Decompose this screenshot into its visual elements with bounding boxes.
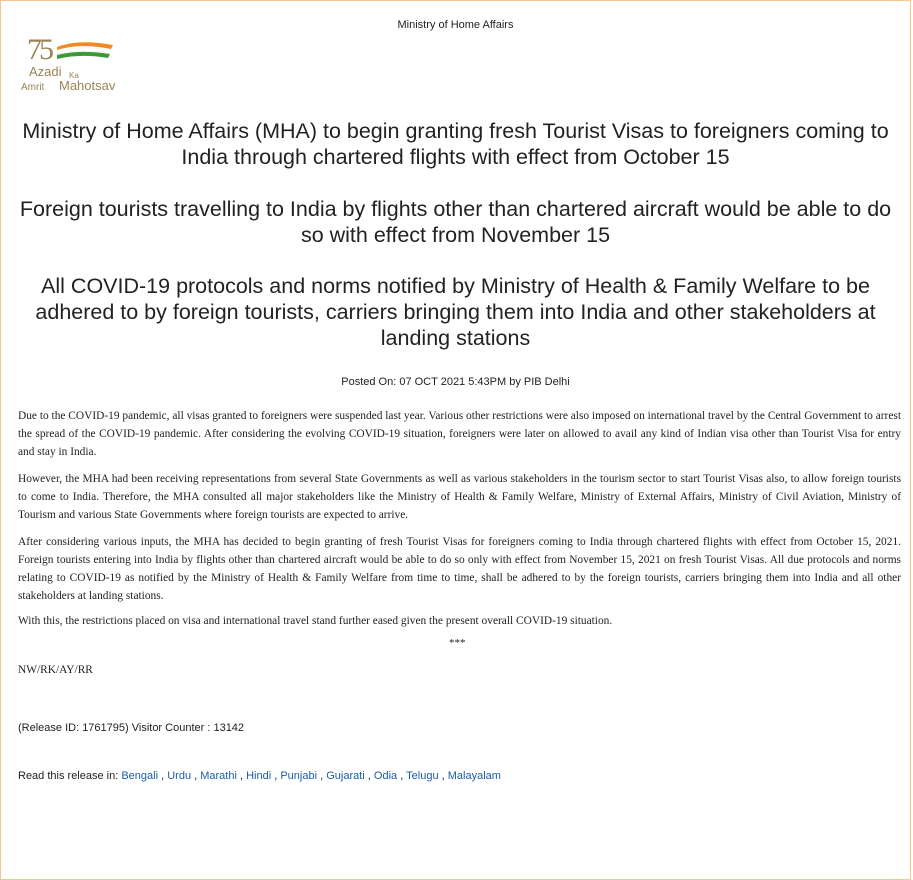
language-link-bengali[interactable]: Bengali: [121, 770, 159, 782]
language-links: [18, 770, 501, 782]
posted-on: Posted On: 07 OCT 2021 5:43PM by PIB Delhi: [341, 376, 570, 388]
language-separator: ,: [271, 770, 281, 782]
logo-mahotsav: Mahotsav: [59, 78, 116, 93]
language-link-odia[interactable]: Odia: [373, 770, 398, 782]
language-separator: ,: [364, 770, 374, 782]
language-separator: ,: [158, 770, 168, 782]
language-separator: ,: [236, 770, 247, 782]
logo-numeral: 75: [27, 33, 51, 66]
paragraph: However, the MHA had been receiving representations from several State Governments as well as various stakeholders in the tourism sector to start Tourist Visas also, to allow foreign tourists to come to India. Therefore, the MHA consulted all major stakeholders like the Ministry of Health & Family Welfare, Ministry of External Affairs, Ministry of Civil Aviation, Ministry of Tourism and various State Governments where foreign tourists are expected to arrive.: [18, 473, 901, 521]
language-link-punjabi[interactable]: Punjabi: [280, 770, 318, 782]
language-link-hindi[interactable]: Hindi: [246, 770, 272, 782]
language-separator: ,: [317, 770, 327, 782]
language-links-label: Read this release in:: [18, 770, 122, 782]
section-divider-stars: ***: [449, 637, 466, 649]
language-link-gujarati[interactable]: Gujarati: [326, 770, 365, 782]
release-id-visitor-counter: (Release ID: 1761795) Visitor Counter : 13142: [18, 722, 245, 734]
language-link-malayalam[interactable]: Malayalam: [447, 770, 501, 782]
language-link-marathi[interactable]: Marathi: [200, 770, 237, 782]
headline-secondary: Foreign tourists travelling to India by flights other than chartered aircraft would be able to do so with effect from November 15: [19, 197, 892, 247]
paragraph: With this, the restrictions placed on visa and international travel stand further eased given the present overall COVID-19 situation.: [18, 615, 613, 627]
headline-main: Ministry of Home Affairs (MHA) to begin granting fresh Tourist Visas to foreigners coming to India through chartered flights with effect from October 15: [22, 119, 889, 169]
azadi-ka-amrit-mahotsav-logo: [21, 35, 137, 99]
logo-azadi: Azadi: [29, 64, 62, 79]
author-initials: NW/RK/AY/RR: [18, 664, 93, 676]
flag-swoosh-icon: [55, 41, 115, 63]
ministry-header: Ministry of Home Affairs: [397, 19, 514, 31]
language-link-urdu[interactable]: Urdu: [167, 770, 192, 782]
logo-ka: Ka: [69, 71, 79, 80]
logo-amrit: Amrit: [21, 82, 45, 93]
headline-tertiary: All COVID-19 protocols and norms notified by Ministry of Health & Family Welfare to be adhered to by foreign tourists, carriers bringing them into India and other stakeholders at landing stations: [35, 274, 876, 350]
paragraph: Due to the COVID-19 pandemic, all visas granted to foreigners were suspended last year. Various other restrictions were also imposed on international travel by the Central Government to arrest the spread of the COVID-19 pandemic. After considering the evolving COVID-19 situation, foreigners were later on allowed to avail any kind of Indian visa other than Tourist Visa for entry and stay in India.: [18, 410, 901, 458]
language-separator: ,: [191, 770, 201, 782]
language-separator: ,: [438, 770, 448, 782]
paragraph: After considering various inputs, the MHA has decided to begin granting of fresh Tourist Visas for foreigners coming to India through chartered flights with effect from October 15, 2021. Foreign tourists entering into India by flights other than chartered aircraft would be able to do so only with effect from November 15, 2021 on fresh Tourist Visas. All due protocols and norms relating to COVID-19 as notified by the Ministry of Health & Family Welfare from time to time, shall be adhered to by the foreign tourists, carriers bringing them into India and all other stakeholders at landing stations.: [18, 536, 901, 602]
language-separator: ,: [397, 770, 407, 782]
language-link-telugu[interactable]: Telugu: [406, 770, 439, 782]
